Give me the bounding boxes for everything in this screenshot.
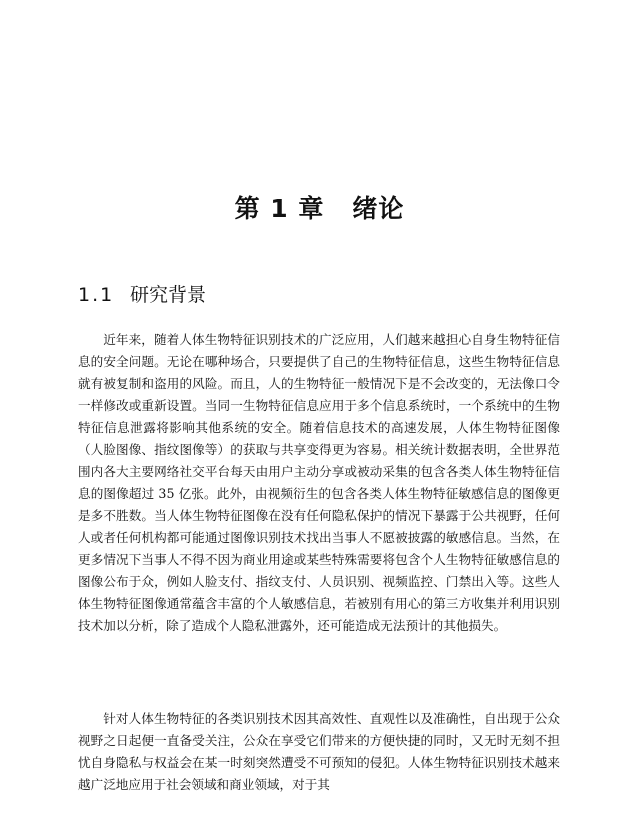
chapter-title bbox=[0, 192, 639, 226]
section-heading bbox=[78, 281, 206, 309]
body-paragraph: 近年来，随着人体生物特征识别技术的广泛应用，人们越来越担心自身生物特征信息的安全问题。无论在哪种场合，只要提供了自己的生物特征信息，这些生物特征信息就有被复制和盗用的风险。而且，人的生物特征一般情况下是不会改变的，无法像口令一样修改或重新设置。当同一生物特征信息应用于多个信息系统时，一个系统中的生物特征信息泄露将影响其他系统的安全。随着信息技术的高速发展，人体生物特征图像（人脸图像、指纹图像等）的获取与共享变得更为容易。相关统计数据表明，全世界范围内各大主要网络社交平台每天由用户主动分享或被动采集的包含各类人体生物特征信息的图像超过 35 亿张。此外，由视频衍生的包含各类人体生物特征敏感信息的图像更是多不胜数。当人体生物特征图像在没有任何隐私保护的情况下暴露于公共视野，任何人或者任何机构都可能通过图像识别技术找出当事人不愿被披露的敏感信息。当然，在更多情况下当事人不得不因为商业用途或某些特殊需要将包含个人生物特征敏感信息的图像公布于众，例如人脸支付、指纹支付、人员识别、视频监控、门禁出入等。这些人体生物特征图像通常蕴含丰富的个人敏感信息，若被别有用心的第三方收集并利用识别技术加以分析，除了造成个人隐私泄露外，还可能造成无法预计的其他损失。 bbox=[78, 332, 560, 633]
body-paragraph: 针对人体生物特征的各类识别技术因其高效性、直观性以及准确性，自出现于公众视野之日起便一直备受关注，公众在享受它们带来的方便快捷的同时，又无时无刻不担忧自身隐私与权益会在某一时刻突然遭受不可预知的侵犯。人体生物特征识别技术越来越广泛地应用于社会领域和商业领域，对于其 bbox=[78, 711, 560, 792]
chapter-number: 第 1 章 bbox=[234, 194, 325, 223]
chapter-name: 绪论 bbox=[352, 194, 405, 223]
section-number: 1.1 bbox=[78, 284, 115, 306]
section-title: 研究背景 bbox=[130, 284, 207, 306]
